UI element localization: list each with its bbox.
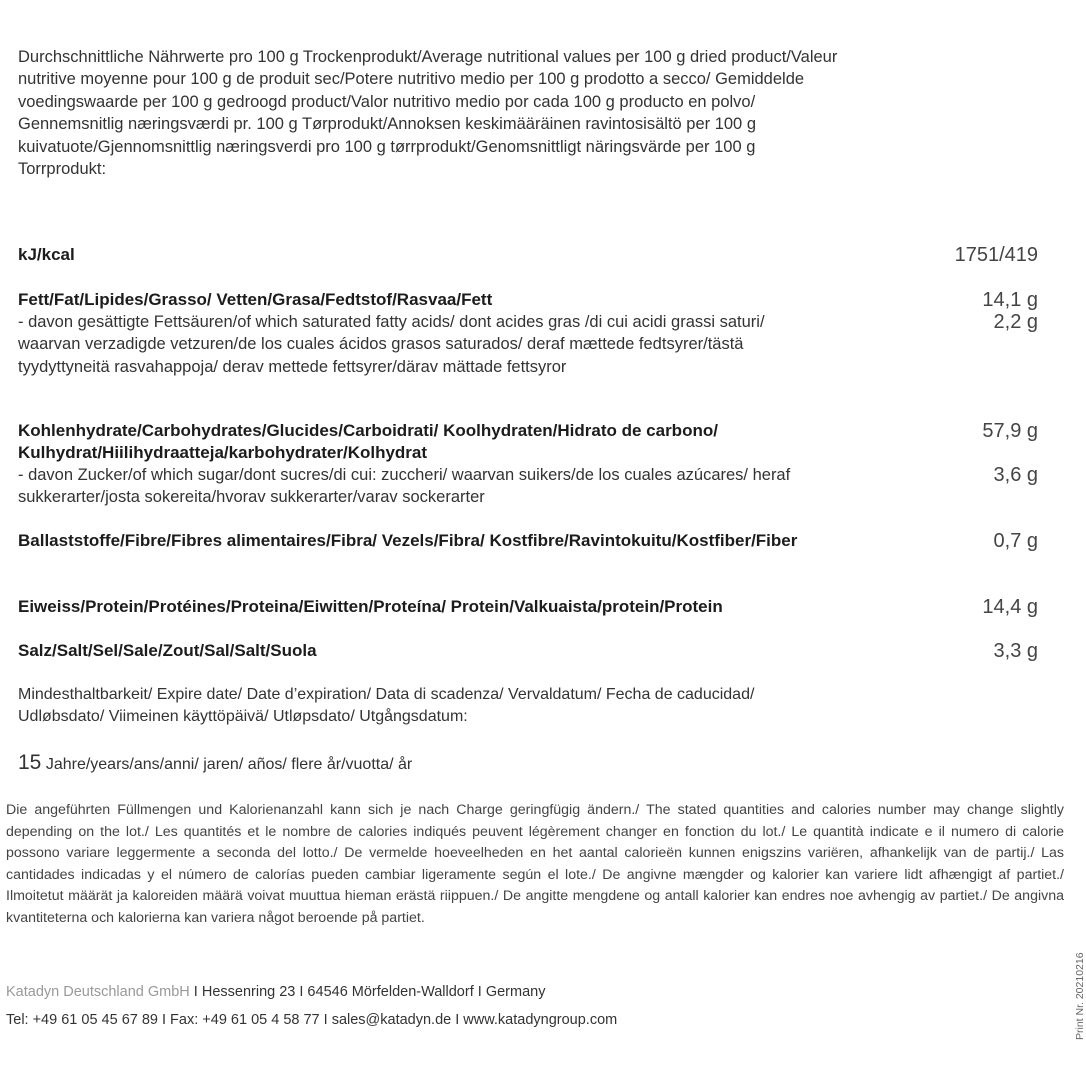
shelf-life-unit: Jahre/years/ans/anni/ jaren/ años/ flere år/vuotta/ år — [45, 756, 413, 773]
salt-label: Salz/Salt/Sel/Sale/Zout/Sal/Salt/Suola — [18, 641, 317, 660]
protein-label: Eiweiss/Protein/Protéines/Proteina/Eiwitten/Proteína/ Protein/Valkuaista/protein/Protein — [18, 597, 723, 616]
fat-saturated-value: 2,2 g — [993, 311, 1038, 333]
shelf-life-number: 15 — [18, 751, 42, 774]
footer-contact-line: Tel: +49 61 05 45 67 89 I Fax: +49 61 05 4 58 77 I sales@katadyn.de I www.katadyngroup.com — [6, 1012, 618, 1028]
expiry-label: Mindesthaltbarkeit/ Expire date/ Date d’expiration/ Data di scadenza/ Vervaldatum/ Fecha de caducidad/ Udløbsdato/ Viimeinen käyttöpäivä/ Utløpsdato/ Utgångsdatum: — [18, 686, 755, 726]
company-name: Katadyn Deutschland GmbH — [6, 984, 190, 1000]
fibre-value: 0,7 g — [993, 530, 1038, 552]
intro-text: Durchschnittliche Nährwerte pro 100 g Trockenprodukt/Average nutritional values per 100 g dried product/Valeur nutritive moyenne pour 100 g de produit sec/Potere nutritivo medio per 100 g prodotto a secco/ Gemiddelde voedingswaarde per 100 g gedroogd product/Valor nutritivo medio por cada 100 g producto en polvo/ Gennemsnitlig næringsværdi pr. 100 g Tørprodukt/Annoksen keskimääräinen ravintosisältö per 100 g kuivatuote/Gjennomsnittlig næringsverdi pro 100 g tørrprodukt/Genomsnittligt näringsvärde per 100 g Torrprodukt: — [18, 48, 838, 179]
nutrition-row-energy — [18, 244, 1038, 266]
nutrition-row-protein — [18, 596, 1038, 618]
energy-label: kJ/kcal — [18, 245, 75, 264]
fat-value: 14,1 g — [982, 289, 1038, 311]
company-address: I Hessenring 23 I 64546 Mörfelden-Walldorf I Germany — [189, 984, 546, 1000]
salt-value: 3,3 g — [993, 640, 1038, 662]
fat-saturated-label: - davon gesättigte Fettsäuren/of which saturated fatty acids/ dont acides gras /di cui acidi grassi saturi/ waarvan verzadigde vetzuren/de los cuales ácidos grasos saturados/ deraf mættede fedtsyrer/tästä tyydyttyneitä rasvahappoja/ derav mettede fettsyrer/därav mättade fettsyror — [18, 313, 765, 376]
fat-label: Fett/Fat/Lipides/Grasso/ Vetten/Grasa/Fedtstof/Rasvaa/Fett — [18, 290, 493, 309]
sugar-value: 3,6 g — [993, 464, 1038, 486]
nutrition-row-fibre — [18, 530, 1038, 552]
protein-value: 14,4 g — [982, 596, 1038, 618]
carbohydrates-label: Kohlenhydrate/Carbohydrates/Glucides/Carboidrati/ Koolhydraten/Hidrato de carbono/ Kulhydrat/Hiilihydraatteja/karbohydrater/Kolhydrat — [18, 421, 718, 462]
carbohydrates-value: 57,9 g — [982, 420, 1038, 442]
nutrition-row-fat — [18, 289, 1038, 378]
sugar-label: - davon Zucker/of which sugar/dont sucres/di cui: zuccheri/ waarvan suikers/de los cuales azúcares/ heraf sukkerarter/josta sokereita/hvorav sukkerarter/varav sockerarter — [18, 466, 791, 507]
disclaimer-text: Die angeführten Füllmengen und Kalorienanzahl kann sich je nach Charge geringfügig ändern./ The stated quantities and calories number may change slightly depending on the lot./ Les quantités et le nombre de calories indiqués peuvent légèrement changer en fonction du lot./ Le quantità indicate e il numero di calorie possono variare leggermente a seconda del lotto./ De vermelde hoeveelheden en het aantal calorieën kunnen enigszins variëren, afhankelijk van de partij./ Las cantidades indicadas y el número de calorías pueden cambiar ligeramente según el lote./ De angivne mængder og kalorier kan variere lidt afhængigt af partiet./ Ilmoitetut määrät ja kaloreiden määrä voivat muuttua hieman erästä riippuen./ De angitte mengdene og antall kalorier kan endres noe avhengig av partiet./ De angivna kvantiteterna och kalorierna kan variera något beroende på partiet. — [6, 802, 1064, 926]
nutrition-row-salt — [18, 640, 1038, 662]
footer-address-line — [6, 982, 545, 1002]
energy-value: 1751/419 — [954, 244, 1038, 266]
nutrition-row-carbohydrates — [18, 420, 1038, 509]
fibre-label: Ballaststoffe/Fibre/Fibres alimentaires/Fibra/ Vezels/Fibra/ Kostfibre/Ravintokuitu/Kostfiber/Fiber — [18, 531, 798, 550]
shelf-life — [18, 752, 858, 776]
print-number: Print Nr. 20210216 — [1074, 952, 1086, 1040]
